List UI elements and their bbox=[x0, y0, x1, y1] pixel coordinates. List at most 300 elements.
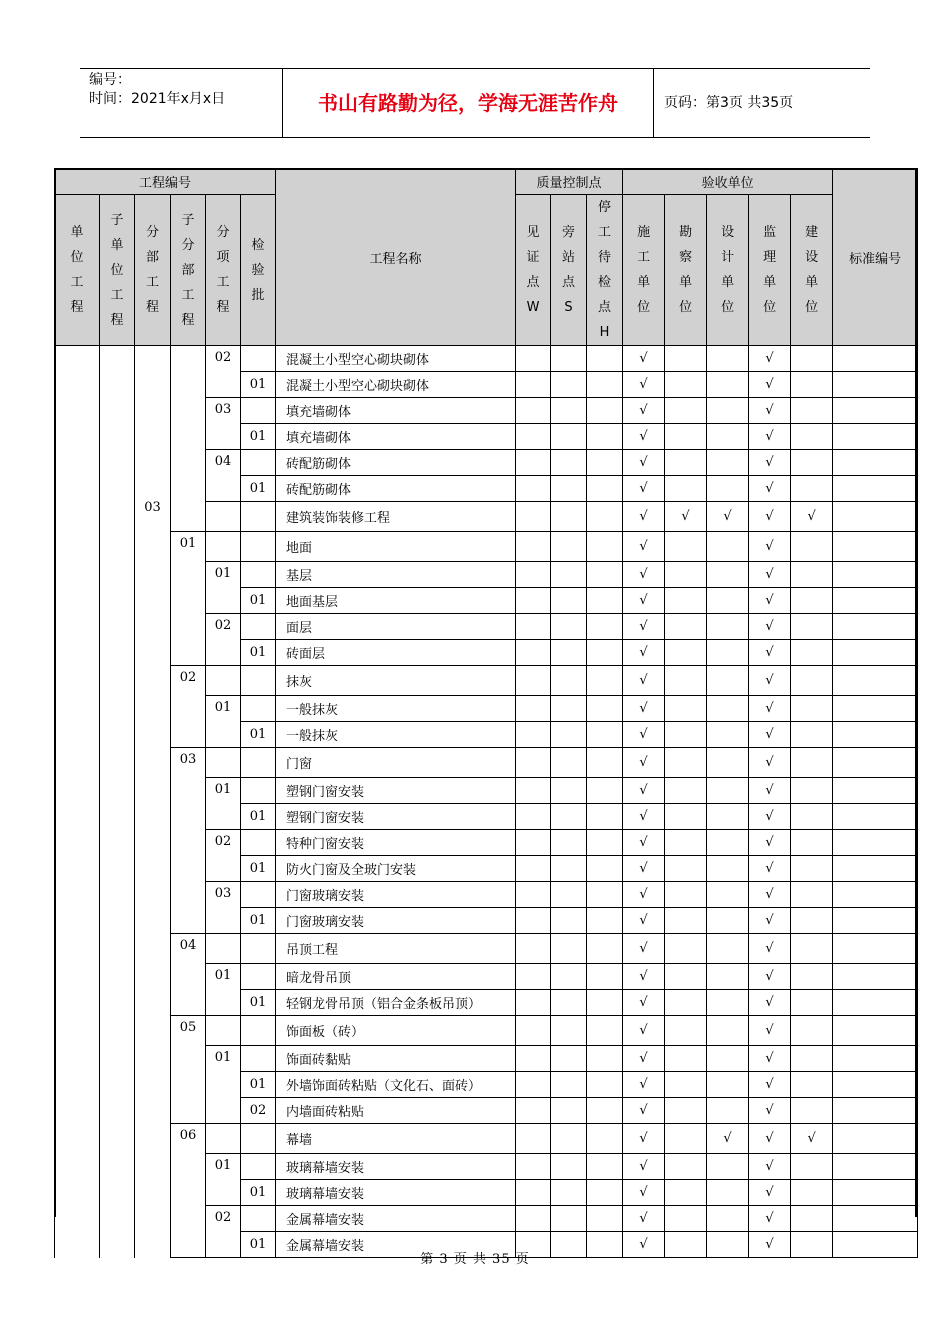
construction-unit-check: √ bbox=[623, 502, 665, 532]
supervision-unit-check: √ bbox=[749, 1154, 791, 1180]
survey-unit-check bbox=[665, 666, 707, 696]
construction-unit-check: √ bbox=[623, 1206, 665, 1232]
owner-unit-check bbox=[791, 804, 833, 830]
sub-division-cell: 03 bbox=[171, 748, 206, 934]
quality-point-cell bbox=[587, 1016, 623, 1046]
quality-point-cell bbox=[516, 990, 551, 1016]
construction-unit-check: √ bbox=[623, 666, 665, 696]
design-unit-check bbox=[707, 424, 749, 450]
quality-point-cell bbox=[551, 1072, 587, 1098]
quality-point-cell bbox=[516, 502, 551, 532]
supervision-unit-check: √ bbox=[749, 748, 791, 778]
project-name-cell: 地面基层 bbox=[276, 588, 516, 614]
standard-no-cell bbox=[833, 1124, 918, 1154]
quality-point-cell bbox=[551, 882, 587, 908]
construction-unit-check: √ bbox=[623, 1098, 665, 1124]
sub-division-cell: 02 bbox=[171, 666, 206, 748]
inspection-lot-cell: 01 bbox=[241, 990, 276, 1016]
project-name-cell: 饰面板（砖） bbox=[276, 1016, 516, 1046]
survey-unit-check: √ bbox=[665, 502, 707, 532]
project-name-cell: 门窗玻璃安装 bbox=[276, 908, 516, 934]
table-row bbox=[55, 1016, 918, 1046]
division-header: 分部工程 bbox=[135, 195, 171, 346]
subitem-cell: 01 bbox=[206, 964, 241, 1016]
subitem-cell: 02 bbox=[206, 830, 241, 882]
supervision-unit-check: √ bbox=[749, 666, 791, 696]
quality-point-cell bbox=[587, 830, 623, 856]
owner-unit-check bbox=[791, 588, 833, 614]
sub-division-cell: 06 bbox=[171, 1124, 206, 1258]
standard-no-cell bbox=[833, 748, 918, 778]
quality-point-cell bbox=[587, 1046, 623, 1072]
inspection-lot-cell: 01 bbox=[241, 856, 276, 882]
motto: 书山有路勤为径，学海无涯苦作舟 bbox=[282, 69, 654, 137]
inspection-lot-cell bbox=[241, 778, 276, 804]
quality-point-cell bbox=[587, 1154, 623, 1180]
project-name-cell: 面层 bbox=[276, 614, 516, 640]
supervision-unit-check: √ bbox=[749, 476, 791, 502]
construction-unit-check: √ bbox=[623, 450, 665, 476]
quality-point-cell bbox=[551, 346, 587, 372]
table-row bbox=[55, 1124, 918, 1154]
division-code: 03 bbox=[144, 499, 161, 515]
survey-unit-check bbox=[665, 1206, 707, 1232]
quality-point-cell bbox=[551, 666, 587, 696]
standard-no-cell bbox=[833, 1046, 918, 1072]
design-unit-check bbox=[707, 532, 749, 562]
inspection-lot-cell bbox=[241, 450, 276, 476]
subitem-cell bbox=[206, 1016, 241, 1046]
quality-point-cell bbox=[551, 1206, 587, 1232]
project-name-cell: 基层 bbox=[276, 562, 516, 588]
inspection-lot-cell: 01 bbox=[241, 588, 276, 614]
unit-project-header: 单位工程 bbox=[55, 195, 100, 346]
quality-point-cell bbox=[587, 476, 623, 502]
project-name-cell: 饰面砖黏贴 bbox=[276, 1046, 516, 1072]
supervision-unit-check: √ bbox=[749, 588, 791, 614]
quality-point-cell bbox=[516, 908, 551, 934]
quality-point-cell bbox=[551, 748, 587, 778]
design-unit-check bbox=[707, 748, 749, 778]
quality-point-cell bbox=[587, 1180, 623, 1206]
design-unit-check bbox=[707, 990, 749, 1016]
standard-no-cell bbox=[833, 882, 918, 908]
standard-no-cell bbox=[833, 696, 918, 722]
subitem-cell bbox=[206, 748, 241, 778]
subitem-cell bbox=[206, 502, 241, 532]
owner-unit-check bbox=[791, 1206, 833, 1232]
survey-unit-check bbox=[665, 882, 707, 908]
design-unit-check bbox=[707, 722, 749, 748]
quality-points-header: 质量控制点 bbox=[516, 169, 623, 195]
supervision-unit-check: √ bbox=[749, 964, 791, 990]
project-name-cell: 门窗玻璃安装 bbox=[276, 882, 516, 908]
owner-unit-check bbox=[791, 1072, 833, 1098]
design-unit-check bbox=[707, 1098, 749, 1124]
quality-point-cell bbox=[516, 614, 551, 640]
project-name-cell: 填充墙砌体 bbox=[276, 398, 516, 424]
quality-point-cell bbox=[516, 882, 551, 908]
survey-unit-check bbox=[665, 908, 707, 934]
supervision-unit-check: √ bbox=[749, 882, 791, 908]
survey-unit-check bbox=[665, 562, 707, 588]
quality-point-cell bbox=[587, 778, 623, 804]
construction-unit-check: √ bbox=[623, 476, 665, 502]
standard-no-cell bbox=[833, 964, 918, 990]
design-unit-check bbox=[707, 398, 749, 424]
supervision-unit-check: √ bbox=[749, 640, 791, 666]
survey-unit-check bbox=[665, 1046, 707, 1072]
survey-unit-check bbox=[665, 934, 707, 964]
standard-no-header: 标准编号 bbox=[833, 169, 918, 346]
subitem-cell: 02 bbox=[206, 1206, 241, 1258]
survey-unit-check bbox=[665, 424, 707, 450]
standard-no-cell bbox=[833, 856, 918, 882]
quality-point-cell bbox=[516, 696, 551, 722]
inspection-lot-cell: 01 bbox=[241, 372, 276, 398]
standard-no-cell bbox=[833, 614, 918, 640]
inspection-lot-header: 检验批 bbox=[241, 195, 276, 346]
page-info: 页码：第3页 共35页 bbox=[664, 95, 794, 111]
quality-point-cell bbox=[551, 804, 587, 830]
project-name-cell: 金属幕墙安装 bbox=[276, 1206, 516, 1232]
project-name-cell: 暗龙骨吊顶 bbox=[276, 964, 516, 990]
owner-unit-header: 建设单位 bbox=[791, 195, 833, 346]
quality-point-cell bbox=[587, 748, 623, 778]
survey-unit-check bbox=[665, 372, 707, 398]
subitem-cell: 01 bbox=[206, 562, 241, 614]
project-name-cell: 金属幕墙安装 bbox=[276, 1232, 516, 1258]
survey-unit-check bbox=[665, 990, 707, 1016]
quality-point-cell bbox=[516, 666, 551, 696]
quality-point-cell bbox=[587, 614, 623, 640]
project-division-table bbox=[54, 168, 918, 1258]
sub-unit-project-cell bbox=[100, 346, 135, 1258]
quality-point-cell bbox=[551, 424, 587, 450]
side-station-point-header: 旁站点S bbox=[551, 195, 587, 346]
supervision-unit-check: √ bbox=[749, 1124, 791, 1154]
owner-unit-check bbox=[791, 372, 833, 398]
survey-unit-check bbox=[665, 830, 707, 856]
quality-point-cell bbox=[551, 398, 587, 424]
construction-unit-check: √ bbox=[623, 1124, 665, 1154]
inspection-lot-cell bbox=[241, 964, 276, 990]
construction-unit-check: √ bbox=[623, 990, 665, 1016]
owner-unit-check bbox=[791, 1098, 833, 1124]
owner-unit-check bbox=[791, 1016, 833, 1046]
project-name-cell: 砖面层 bbox=[276, 640, 516, 666]
quality-point-cell bbox=[516, 424, 551, 450]
quality-point-cell bbox=[587, 398, 623, 424]
project-name-cell: 填充墙砌体 bbox=[276, 424, 516, 450]
owner-unit-check bbox=[791, 346, 833, 372]
quality-point-cell bbox=[516, 1124, 551, 1154]
quality-point-cell bbox=[551, 450, 587, 476]
design-unit-check bbox=[707, 562, 749, 588]
owner-unit-check bbox=[791, 908, 833, 934]
quality-point-cell bbox=[587, 372, 623, 398]
construction-unit-check: √ bbox=[623, 804, 665, 830]
design-unit-check bbox=[707, 908, 749, 934]
quality-point-cell bbox=[551, 830, 587, 856]
acceptance-units-header: 验收单位 bbox=[623, 169, 833, 195]
project-name-cell: 塑钢门窗安装 bbox=[276, 778, 516, 804]
owner-unit-check bbox=[791, 778, 833, 804]
construction-unit-check: √ bbox=[623, 1180, 665, 1206]
construction-unit-check: √ bbox=[623, 1016, 665, 1046]
owner-unit-check bbox=[791, 748, 833, 778]
standard-no-cell bbox=[833, 562, 918, 588]
page-footer: 第 3 页 共 35 页 bbox=[420, 1252, 530, 1267]
inspection-lot-cell: 01 bbox=[241, 722, 276, 748]
quality-point-cell bbox=[516, 532, 551, 562]
standard-no-cell bbox=[833, 476, 918, 502]
construction-unit-check: √ bbox=[623, 424, 665, 450]
quality-point-cell bbox=[587, 346, 623, 372]
survey-unit-check bbox=[665, 588, 707, 614]
design-unit-check bbox=[707, 934, 749, 964]
subitem-cell bbox=[206, 934, 241, 964]
quality-point-cell bbox=[516, 1154, 551, 1180]
inspection-lot-cell: 01 bbox=[241, 1072, 276, 1098]
quality-point-cell bbox=[551, 640, 587, 666]
survey-unit-check bbox=[665, 476, 707, 502]
design-unit-check: √ bbox=[707, 502, 749, 532]
survey-unit-check bbox=[665, 696, 707, 722]
survey-unit-check bbox=[665, 346, 707, 372]
standard-no-cell bbox=[833, 1154, 918, 1180]
design-unit-check bbox=[707, 346, 749, 372]
subitem-cell: 01 bbox=[206, 1046, 241, 1124]
subitem-cell: 03 bbox=[206, 398, 241, 450]
quality-point-cell bbox=[551, 908, 587, 934]
design-unit-check bbox=[707, 640, 749, 666]
survey-unit-check bbox=[665, 640, 707, 666]
survey-unit-check bbox=[665, 856, 707, 882]
standard-no-cell bbox=[833, 532, 918, 562]
project-name-cell: 幕墙 bbox=[276, 1124, 516, 1154]
design-unit-check bbox=[707, 1046, 749, 1072]
project-name-cell: 特种门窗安装 bbox=[276, 830, 516, 856]
inspection-lot-cell bbox=[241, 1206, 276, 1232]
survey-unit-check bbox=[665, 722, 707, 748]
standard-no-cell bbox=[833, 424, 918, 450]
inspection-lot-cell bbox=[241, 398, 276, 424]
standard-no-cell bbox=[833, 778, 918, 804]
quality-point-cell bbox=[516, 1098, 551, 1124]
owner-unit-check bbox=[791, 398, 833, 424]
standard-no-cell bbox=[833, 830, 918, 856]
owner-unit-check bbox=[791, 964, 833, 990]
standard-no-cell bbox=[833, 1098, 918, 1124]
unit-project-cell bbox=[55, 346, 100, 1258]
design-unit-check bbox=[707, 588, 749, 614]
owner-unit-check bbox=[791, 666, 833, 696]
project-name-cell: 混凝土小型空心砌块砌体 bbox=[276, 372, 516, 398]
standard-no-cell bbox=[833, 722, 918, 748]
design-unit-check bbox=[707, 1154, 749, 1180]
supervision-unit-check: √ bbox=[749, 1046, 791, 1072]
quality-point-cell bbox=[587, 532, 623, 562]
construction-unit-check: √ bbox=[623, 532, 665, 562]
owner-unit-check bbox=[791, 450, 833, 476]
quality-point-cell bbox=[551, 1124, 587, 1154]
quality-point-cell bbox=[551, 588, 587, 614]
construction-unit-check: √ bbox=[623, 398, 665, 424]
construction-unit-check: √ bbox=[623, 856, 665, 882]
design-unit-check bbox=[707, 1180, 749, 1206]
quality-point-cell bbox=[587, 1124, 623, 1154]
subitem-header: 分项工程 bbox=[206, 195, 241, 346]
design-unit-check bbox=[707, 964, 749, 990]
design-unit-check: √ bbox=[707, 1124, 749, 1154]
quality-point-cell bbox=[551, 934, 587, 964]
standard-no-cell bbox=[833, 588, 918, 614]
construction-unit-check: √ bbox=[623, 696, 665, 722]
project-name-cell: 地面 bbox=[276, 532, 516, 562]
hold-point-header: 停工待检点H bbox=[587, 195, 623, 346]
construction-unit-check: √ bbox=[623, 1232, 665, 1258]
quality-point-cell bbox=[587, 588, 623, 614]
subitem-cell: 01 bbox=[206, 1154, 241, 1206]
owner-unit-check bbox=[791, 562, 833, 588]
survey-unit-check bbox=[665, 450, 707, 476]
standard-no-cell bbox=[833, 1016, 918, 1046]
construction-unit-check: √ bbox=[623, 722, 665, 748]
quality-point-cell bbox=[587, 562, 623, 588]
quality-point-cell bbox=[587, 934, 623, 964]
design-unit-check bbox=[707, 830, 749, 856]
supervision-unit-check: √ bbox=[749, 856, 791, 882]
quality-point-cell bbox=[551, 990, 587, 1016]
owner-unit-check bbox=[791, 1180, 833, 1206]
construction-unit-check: √ bbox=[623, 372, 665, 398]
serial-label: 编号： bbox=[89, 72, 131, 88]
construction-unit-check: √ bbox=[623, 964, 665, 990]
table-row bbox=[55, 666, 918, 696]
quality-point-cell bbox=[516, 346, 551, 372]
quality-point-cell bbox=[516, 1016, 551, 1046]
project-name-cell: 一般抹灰 bbox=[276, 696, 516, 722]
project-name-cell: 抹灰 bbox=[276, 666, 516, 696]
supervision-unit-check: √ bbox=[749, 804, 791, 830]
quality-point-cell bbox=[587, 804, 623, 830]
construction-unit-check: √ bbox=[623, 562, 665, 588]
quality-point-cell bbox=[516, 1072, 551, 1098]
construction-unit-check: √ bbox=[623, 830, 665, 856]
table-row bbox=[55, 532, 918, 562]
sub-unit-project-header: 子单位工程 bbox=[100, 195, 135, 346]
construction-unit-check: √ bbox=[623, 778, 665, 804]
survey-unit-check bbox=[665, 748, 707, 778]
inspection-lot-cell bbox=[241, 882, 276, 908]
sub-division-cell bbox=[171, 346, 206, 532]
quality-point-cell bbox=[587, 1072, 623, 1098]
quality-point-cell bbox=[587, 964, 623, 990]
quality-point-cell bbox=[516, 856, 551, 882]
survey-unit-check bbox=[665, 1180, 707, 1206]
supervision-unit-check: √ bbox=[749, 398, 791, 424]
owner-unit-check bbox=[791, 1046, 833, 1072]
subitem-cell bbox=[206, 666, 241, 696]
table-body bbox=[55, 346, 918, 1258]
witness-point-header: 见证点W bbox=[516, 195, 551, 346]
quality-point-cell bbox=[516, 748, 551, 778]
supervision-unit-check: √ bbox=[749, 372, 791, 398]
owner-unit-check bbox=[791, 424, 833, 450]
sub-division-cell: 05 bbox=[171, 1016, 206, 1124]
survey-unit-check bbox=[665, 778, 707, 804]
inspection-lot-cell: 01 bbox=[241, 908, 276, 934]
table-row bbox=[55, 346, 918, 372]
owner-unit-check bbox=[791, 934, 833, 964]
quality-point-cell bbox=[516, 830, 551, 856]
owner-unit-check bbox=[791, 614, 833, 640]
owner-unit-check: √ bbox=[791, 502, 833, 532]
supervision-unit-check: √ bbox=[749, 908, 791, 934]
supervision-unit-check: √ bbox=[749, 1206, 791, 1232]
project-name-cell: 塑钢门窗安装 bbox=[276, 804, 516, 830]
standard-no-cell bbox=[833, 804, 918, 830]
standard-no-cell bbox=[833, 666, 918, 696]
subitem-cell bbox=[206, 532, 241, 562]
construction-unit-check: √ bbox=[623, 1046, 665, 1072]
quality-point-cell bbox=[551, 722, 587, 748]
inspection-lot-cell: 01 bbox=[241, 1232, 276, 1258]
project-name-cell: 外墙饰面砖粘贴（文化石、面砖） bbox=[276, 1072, 516, 1098]
sub-division-cell: 04 bbox=[171, 934, 206, 1016]
inspection-lot-cell bbox=[241, 1154, 276, 1180]
supervision-unit-check: √ bbox=[749, 696, 791, 722]
project-name-cell: 砖配筋砌体 bbox=[276, 450, 516, 476]
quality-point-cell bbox=[551, 1016, 587, 1046]
inspection-lot-cell bbox=[241, 614, 276, 640]
project-name-cell: 建筑装饰装修工程 bbox=[276, 502, 516, 532]
design-unit-check bbox=[707, 476, 749, 502]
inspection-lot-cell bbox=[241, 1046, 276, 1072]
quality-point-cell bbox=[516, 964, 551, 990]
owner-unit-check bbox=[791, 476, 833, 502]
standard-no-cell bbox=[833, 934, 918, 964]
quality-point-cell bbox=[587, 1098, 623, 1124]
inspection-lot-cell bbox=[241, 346, 276, 372]
standard-no-cell bbox=[833, 1072, 918, 1098]
survey-unit-check bbox=[665, 1098, 707, 1124]
quality-point-cell bbox=[551, 502, 587, 532]
supervision-unit-check: √ bbox=[749, 532, 791, 562]
survey-unit-check bbox=[665, 614, 707, 640]
owner-unit-check bbox=[791, 830, 833, 856]
quality-point-cell bbox=[551, 856, 587, 882]
time-label: 时间：2021年x月x日 bbox=[89, 91, 226, 107]
project-code-header: 工程编号 bbox=[55, 169, 276, 195]
construction-unit-check: √ bbox=[623, 640, 665, 666]
design-unit-check bbox=[707, 614, 749, 640]
standard-no-cell bbox=[833, 1180, 918, 1206]
construction-unit-check: √ bbox=[623, 748, 665, 778]
supervision-unit-check: √ bbox=[749, 1180, 791, 1206]
construction-unit-check: √ bbox=[623, 882, 665, 908]
quality-point-cell bbox=[587, 640, 623, 666]
inspection-lot-cell bbox=[241, 696, 276, 722]
inspection-lot-cell bbox=[241, 1124, 276, 1154]
survey-unit-check bbox=[665, 1072, 707, 1098]
owner-unit-check bbox=[791, 722, 833, 748]
project-name-cell: 砖配筋砌体 bbox=[276, 476, 516, 502]
quality-point-cell bbox=[587, 666, 623, 696]
standard-no-cell bbox=[833, 1206, 918, 1232]
design-unit-check bbox=[707, 666, 749, 696]
